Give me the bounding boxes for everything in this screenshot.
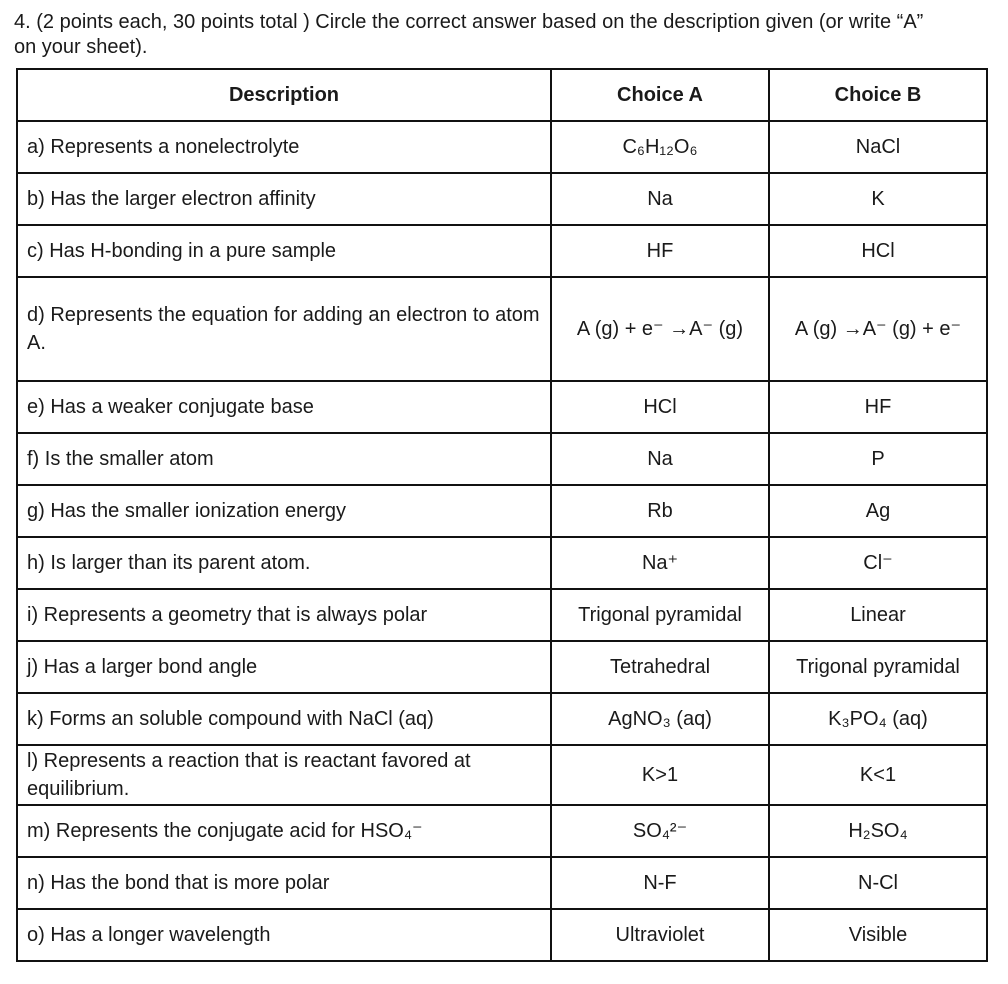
table-row bbox=[17, 485, 987, 537]
row-description: m) Represents the conjugate acid for HSO₄⁻ bbox=[17, 805, 551, 857]
choice-b-cell[interactable]: Ag bbox=[769, 485, 987, 537]
table-row bbox=[17, 277, 987, 381]
choice-a-cell[interactable]: N-F bbox=[551, 857, 769, 909]
choice-a-cell[interactable]: HCl bbox=[551, 381, 769, 433]
choice-b-cell[interactable]: Linear bbox=[769, 589, 987, 641]
table-row bbox=[17, 433, 987, 485]
choice-a-cell[interactable]: Na⁺ bbox=[551, 537, 769, 589]
table-row bbox=[17, 693, 987, 745]
row-description: c) Has H-bonding in a pure sample bbox=[17, 225, 551, 277]
choice-b-cell[interactable]: NaCl bbox=[769, 121, 987, 173]
choice-b-cell[interactable]: HF bbox=[769, 381, 987, 433]
row-description: a) Represents a nonelectrolyte bbox=[17, 121, 551, 173]
choice-b-cell[interactable]: N-Cl bbox=[769, 857, 987, 909]
table-row bbox=[17, 805, 987, 857]
choice-a-cell[interactable]: Trigonal pyramidal bbox=[551, 589, 769, 641]
choice-a-cell[interactable]: AgNO₃ (aq) bbox=[551, 693, 769, 745]
question-heading bbox=[14, 10, 1004, 60]
row-description: g) Has the smaller ionization energy bbox=[17, 485, 551, 537]
table-header-row bbox=[17, 69, 987, 121]
row-description: f) Is the smaller atom bbox=[17, 433, 551, 485]
table-row bbox=[17, 537, 987, 589]
choice-b-cell[interactable]: K bbox=[769, 173, 987, 225]
table-row bbox=[17, 745, 987, 805]
table-row bbox=[17, 121, 987, 173]
question-heading-line1: 4. (2 points each, 30 points total ) Circle the correct answer based on the description given (or write “A” bbox=[14, 11, 924, 33]
choice-b-cell[interactable]: Cl⁻ bbox=[769, 537, 987, 589]
row-description: e) Has a weaker conjugate base bbox=[17, 381, 551, 433]
choice-b-cell[interactable]: K₃PO₄ (aq) bbox=[769, 693, 987, 745]
row-description: b) Has the larger electron affinity bbox=[17, 173, 551, 225]
row-description: h) Is larger than its parent atom. bbox=[17, 537, 551, 589]
row-description: j) Has a larger bond angle bbox=[17, 641, 551, 693]
choice-b-cell[interactable]: Visible bbox=[769, 909, 987, 961]
choice-a-cell[interactable]: Ultraviolet bbox=[551, 909, 769, 961]
table-row bbox=[17, 589, 987, 641]
choice-b-cell[interactable]: HCl bbox=[769, 225, 987, 277]
table-row bbox=[17, 641, 987, 693]
question-table bbox=[16, 68, 988, 962]
choice-b-cell[interactable]: P bbox=[769, 433, 987, 485]
choice-a-cell[interactable]: Tetrahedral bbox=[551, 641, 769, 693]
table-row bbox=[17, 909, 987, 961]
choice-b-cell[interactable]: Trigonal pyramidal bbox=[769, 641, 987, 693]
choice-b-cell[interactable]: H₂SO₄ bbox=[769, 805, 987, 857]
choice-a-cell[interactable]: A (g) + e⁻ →A⁻ (g) bbox=[551, 277, 769, 381]
row-description: k) Forms an soluble compound with NaCl (aq) bbox=[17, 693, 551, 745]
choice-a-cell[interactable]: Na bbox=[551, 433, 769, 485]
choice-a-cell[interactable]: SO₄²⁻ bbox=[551, 805, 769, 857]
header-choice-b: Choice B bbox=[769, 69, 987, 121]
row-description: l) Represents a reaction that is reactant favored at equilibrium. bbox=[17, 745, 551, 805]
choice-a-cell[interactable]: C₆H₁₂O₆ bbox=[551, 121, 769, 173]
choice-a-cell[interactable]: HF bbox=[551, 225, 769, 277]
choice-a-cell[interactable]: Na bbox=[551, 173, 769, 225]
row-description: d) Represents the equation for adding an electron to atom A. bbox=[17, 277, 551, 381]
choice-a-cell[interactable]: Rb bbox=[551, 485, 769, 537]
row-description: n) Has the bond that is more polar bbox=[17, 857, 551, 909]
table-row bbox=[17, 225, 987, 277]
table-row bbox=[17, 857, 987, 909]
row-description: o) Has a longer wavelength bbox=[17, 909, 551, 961]
choice-a-cell[interactable]: K>1 bbox=[551, 745, 769, 805]
header-choice-a: Choice A bbox=[551, 69, 769, 121]
choice-b-cell[interactable]: K<1 bbox=[769, 745, 987, 805]
question-heading-line2: on your sheet). bbox=[14, 36, 148, 58]
row-description: i) Represents a geometry that is always polar bbox=[17, 589, 551, 641]
header-description: Description bbox=[17, 69, 551, 121]
table-row bbox=[17, 173, 987, 225]
choice-b-cell[interactable]: A (g) →A⁻ (g) + e⁻ bbox=[769, 277, 987, 381]
table-row bbox=[17, 381, 987, 433]
